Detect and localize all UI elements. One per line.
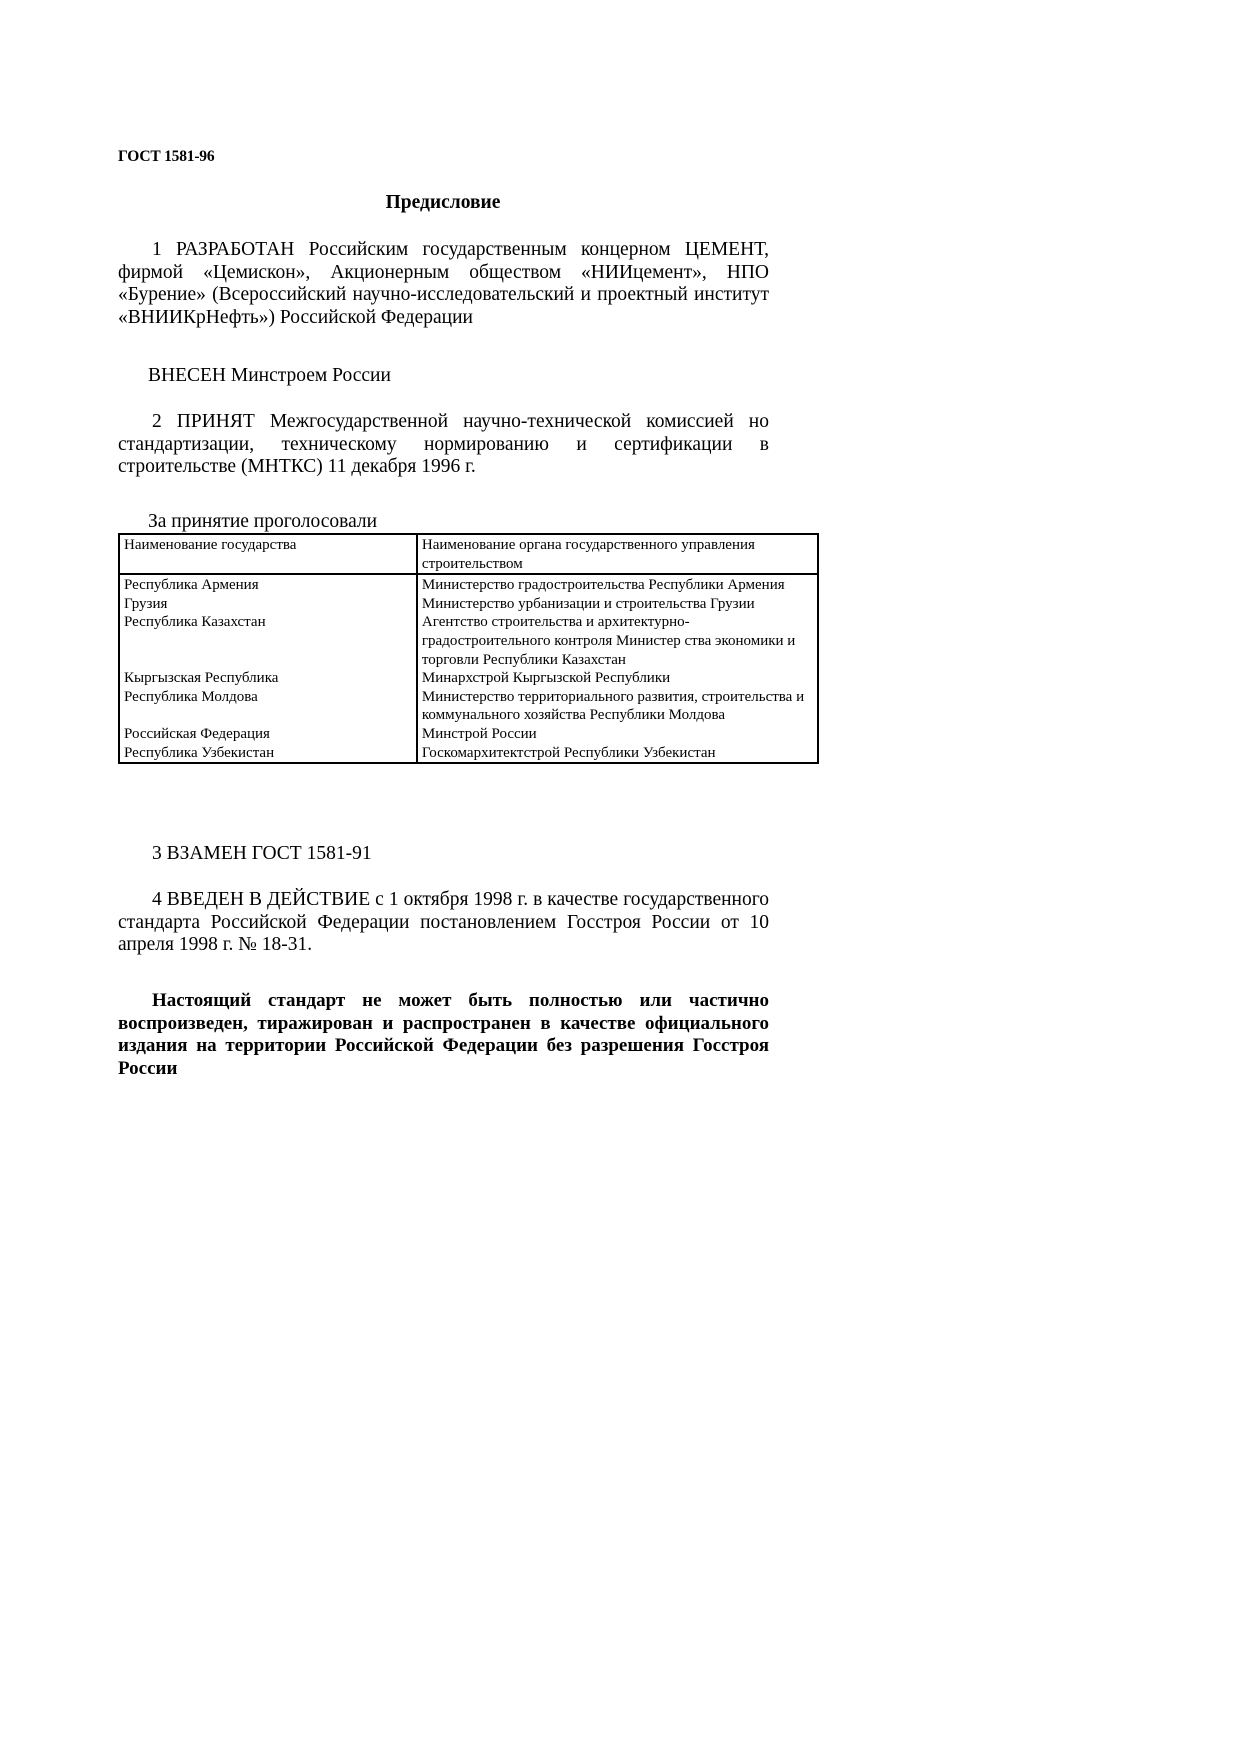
paragraph-adopted: 2 ПРИНЯТ Межгосударственной научно-технической комиссией но стандартизации, техническому нормированию и сертификации в строительстве (МНТКС) 11 декабря 1996 г. <box>118 411 769 478</box>
cell-state: Республика Узбекистан <box>119 744 417 764</box>
table-row <box>119 669 818 688</box>
cell-state: Республика Молдова <box>119 688 417 725</box>
voting-states-table <box>118 533 819 764</box>
paragraph-developed: 1 РАЗРАБОТАН Российским государственным концерном ЦЕМЕНТ, фирмой «Цемискон», Акционерным обществом «НИИцемент», НПО «Бурение» (Всероссийский научно-исследовательский и проектный институт «ВНИИКрНефть») Российской Федерации <box>118 239 769 329</box>
cell-governing-body: Министерство градостроительства Республики Армения <box>421 577 785 594</box>
cell-governing-body: Минстрой России <box>421 725 537 742</box>
table-row <box>119 613 818 669</box>
cell-governing-body: Министерство урбанизации и строительства Грузии <box>421 595 755 612</box>
table-row <box>119 595 818 614</box>
table-row <box>119 574 818 595</box>
cell-state: Кыргызская Республика <box>119 669 417 688</box>
paragraph-introduced: ВНЕСЕН Минстроем России <box>148 365 391 386</box>
header-governing-body: Наименование органа государственного управления строительством <box>417 534 818 574</box>
cell-state: Республика Казахстан <box>119 613 417 669</box>
section-title: Предисловие <box>385 192 501 213</box>
table-header-row <box>119 534 818 574</box>
table-row <box>119 744 818 764</box>
cell-state: Российская Федерация <box>119 725 417 744</box>
table-row <box>119 688 818 725</box>
cell-governing-body: Госкомархитектстрой Республики Узбекистан <box>421 744 716 761</box>
cell-governing-body: Минархстрой Кыргызской Республики <box>421 670 671 687</box>
cell-state: Грузия <box>119 595 417 614</box>
paragraph-effective: 4 ВВЕДЕН В ДЕЙСТВИЕ с 1 октября 1998 г. в качестве государственного стандарта Российской Федерации постановлением Госстроя России от 10 апреля 1998 г. № 18-31. <box>118 889 769 956</box>
cell-state: Республика Армения <box>119 574 417 595</box>
cell-governing-body: Министерство территориального развития, строительства и коммунального хозяйства Республики Молдова <box>421 688 805 724</box>
copyright-notice: Настоящий стандарт не может быть полностью или частично воспроизведен, тиражирован и распространен в качестве официального издания на территории Российской Федерации без разрешения Госстроя России <box>118 990 769 1080</box>
paragraph-replaces: 3 ВЗАМЕН ГОСТ 1581-91 <box>152 843 372 864</box>
document-code: ГОСТ 1581-96 <box>118 148 215 165</box>
paragraph-voted-intro: За принятие проголосовали <box>148 511 378 532</box>
cell-governing-body: Агентство строительства и архитектурно-градостроительного контроля Министер ства экономики и торговли Республики Казахстан <box>421 614 796 668</box>
header-state: Наименование государства <box>119 534 417 574</box>
table-row <box>119 725 818 744</box>
